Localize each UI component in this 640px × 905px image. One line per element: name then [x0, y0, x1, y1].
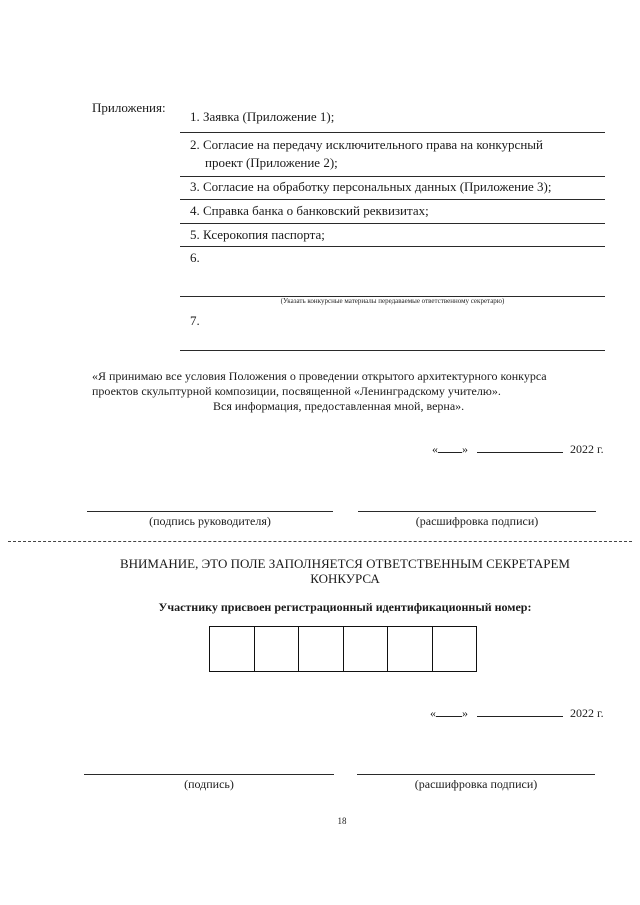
date-field-1 [432, 441, 604, 457]
attachment-divider [180, 176, 605, 177]
attachment-item-7-line [180, 350, 605, 351]
attachment-item-2-cont: проект (Приложение 2); [205, 155, 338, 170]
registration-digit-box[interactable] [387, 627, 432, 671]
date-close-quote: » [462, 442, 468, 456]
declaration-line-1: «Я принимаю все условия Положения о проведении открытого архитектурного конкурса [92, 369, 547, 383]
registration-digit-box[interactable] [343, 627, 388, 671]
signature-line[interactable] [87, 511, 333, 512]
date-month-blank[interactable] [477, 441, 563, 453]
signature-name-label: (расшифровка подписи) [414, 777, 538, 791]
registration-digit-box[interactable] [210, 627, 254, 671]
attachment-divider [180, 246, 605, 247]
registration-number-boxes [209, 626, 477, 672]
attachment-item-5: 5. Ксерокопия паспорта; [190, 227, 325, 242]
signature-name-label: (расшифровка подписи) [415, 514, 539, 528]
attachment-divider [180, 132, 605, 133]
date-open-quote: « [432, 442, 438, 456]
attachment-item-3: 3. Согласие на обработку персональных данных (Приложение 3); [190, 179, 552, 194]
signature-name-line[interactable] [357, 774, 595, 775]
registration-digit-box[interactable] [254, 627, 299, 671]
attachment-item-6: 6. [190, 250, 200, 265]
attachment-item-4: 4. Справка банка о банковский реквизитах; [190, 203, 429, 218]
attachment-divider [180, 223, 605, 224]
page-number: 18 [337, 816, 347, 826]
attachment-divider [180, 199, 605, 200]
secretary-title-line-2: КОНКУРСА [310, 571, 380, 586]
date-day-blank[interactable] [438, 441, 462, 453]
date-year: 2022 г. [570, 706, 604, 720]
date-day-blank[interactable] [436, 705, 462, 717]
attachments-label: Приложения: [92, 100, 166, 115]
date-field-2 [430, 705, 604, 721]
attachment-item-7: 7. [190, 313, 200, 328]
attachment-item-1: 1. Заявка (Приложение 1); [190, 109, 335, 124]
declaration-line-3: Вся информация, предоставленная мной, верна». [213, 399, 465, 413]
registration-label: Участнику присвоен регистрационный идентификационный номер: [158, 600, 532, 614]
attachments-hint: (Указать конкурсные материалы передаваемые ответственному секретарю) [280, 297, 505, 305]
signature-label: (подпись) [184, 777, 234, 791]
signature-line[interactable] [84, 774, 334, 775]
registration-digit-box[interactable] [298, 627, 343, 671]
signature-label: (подпись руководителя) [149, 514, 271, 528]
date-month-blank[interactable] [477, 705, 563, 717]
signature-name-line[interactable] [358, 511, 596, 512]
declaration-line-2: проектов скульптурной композиции, посвященной «Ленинградскому учителю». [92, 384, 501, 398]
attachment-item-2: 2. Согласие на передачу исключительного права на конкурсный [190, 137, 543, 152]
registration-digit-box[interactable] [432, 627, 477, 671]
date-close-quote: » [462, 706, 468, 720]
date-open-quote: « [430, 706, 436, 720]
secretary-title-line-1: ВНИМАНИЕ, ЭТО ПОЛЕ ЗАПОЛНЯЕТСЯ ОТВЕТСТВЕННЫМ СЕКРЕТАРЕМ [119, 556, 570, 571]
cut-line [8, 541, 632, 542]
date-year: 2022 г. [570, 442, 604, 456]
